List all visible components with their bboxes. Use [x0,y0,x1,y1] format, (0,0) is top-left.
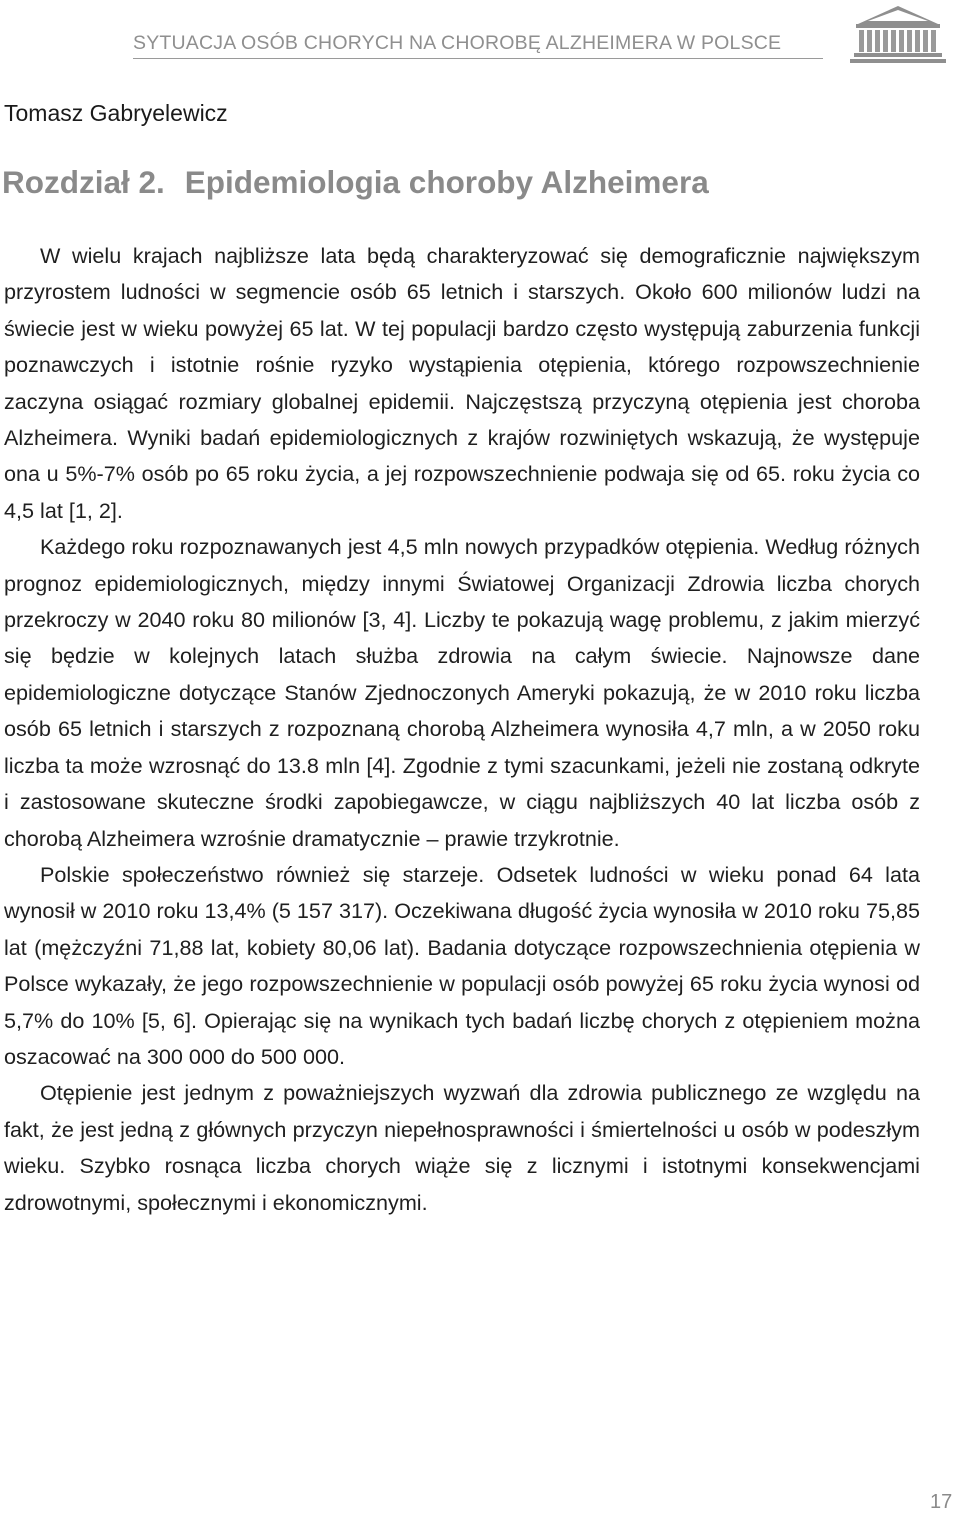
chapter-number: Rozdział 2. [2,164,165,200]
chapter-body [4,238,920,1221]
building-columns-logo-icon [848,2,948,64]
paragraph-2: Każdego roku rozpoznawanych jest 4,5 mln nowych przypadków otępienia. Według różnych prognoz epidemiologicznych, między innymi Światowej Organizacji Zdrowia liczba chorych przekroczy w 2040 roku 80 milionów [3, 4]. Liczby te pokazują wagę problemu, z jakim mierzyć się będzie w kolejnych latach służba zdrowia na całym świecie. Najnowsze dane epidemiologiczne dotyczące Stanów Zjednoczonych Ameryki pokazują, że w 2010 roku liczba osób 65 letnich i starszych z rozpoznaną chorobą Alzheimera wynosiła 4,7 mln, a w 2050 roku liczba ta może wzrosnąć do 13.8 mln [4]. Zgodnie z tymi szacunkami, jeżeli nie zostaną odkryte i zastosowane skuteczne środki zapobiegawcze, w ciągu najbliższych 40 lat liczba osób z chorobą Alzheimera wzrośnie dramatycznie – prawie trzykrotnie. [4,534,920,851]
page-number: 17 [930,1491,953,1513]
paragraph-3: Polskie społeczeństwo również się starzeje. Odsetek ludności w wieku ponad 64 lata wynosił w 2010 roku 13,4% (5 157 317). Oczekiwana długość życia wynosiła w 2010 roku 75,85 lat (mężczyźni 71,88 lat, kobiety 80,06 lat). Badania dotyczące rozpowszechnienia otępienia w Polsce wykazały, że jego rozpowszechnienie w populacji osób powyżej 65 roku życia wynosi od 5,7% do 10% [5, 6]. Opierając się na wynikach tych badań liczbę chorych z otępieniem można oszacować na 300 000 do 500 000. [4,861,920,1069]
paragraph-1: W wielu krajach najbliższe lata będą charakteryzować się demograficznie największym przyrostem ludności w segmencie osób 65 letnich i starszych. Około 600 milionów ludzi na świecie jest w wieku powyżej 65 lat. W tej populacji bardzo często występują zaburzenia funkcji poznawczych i istotnie rośnie ryzyko wystąpienia otępienia, którego rozpowszechnienie zaczyna osiągać rozmiary globalnej epidemii. Najczęstszą przyczyną otępienia jest choroba Alzheimera. Wyniki badań epidemiologicznych z krajów rozwiniętych wskazują, że występuje ona u 5%-7% osób po 65 roku życia, a jej rozpowszechnienie podwaja się od 65. roku życia co 4,5 lat [1, 2]. [4,243,920,523]
chapter-heading [2,164,709,201]
chapter-title: Epidemiologia choroby Alzheimera [184,164,709,200]
paragraph-4: Otępienie jest jednym z poważniejszych wyzwań dla zdrowia publicznego ze względu na fakt, że jest jedną z głównych przyczyn niepełnosprawności i śmiertelności u osób w podeszłym wieku. Szybko rosnąca liczba chorych wiąże się z licznymi i istotnymi konsekwencjami zdrowotnymi, społecznymi i ekonomicznymi. [4,1080,920,1215]
running-header: SYTUACJA OSÓB CHORYCH NA CHOROBĘ ALZHEIMERA W POLSCE [133,32,823,59]
author-name: Tomasz Gabryelewicz [4,100,228,126]
